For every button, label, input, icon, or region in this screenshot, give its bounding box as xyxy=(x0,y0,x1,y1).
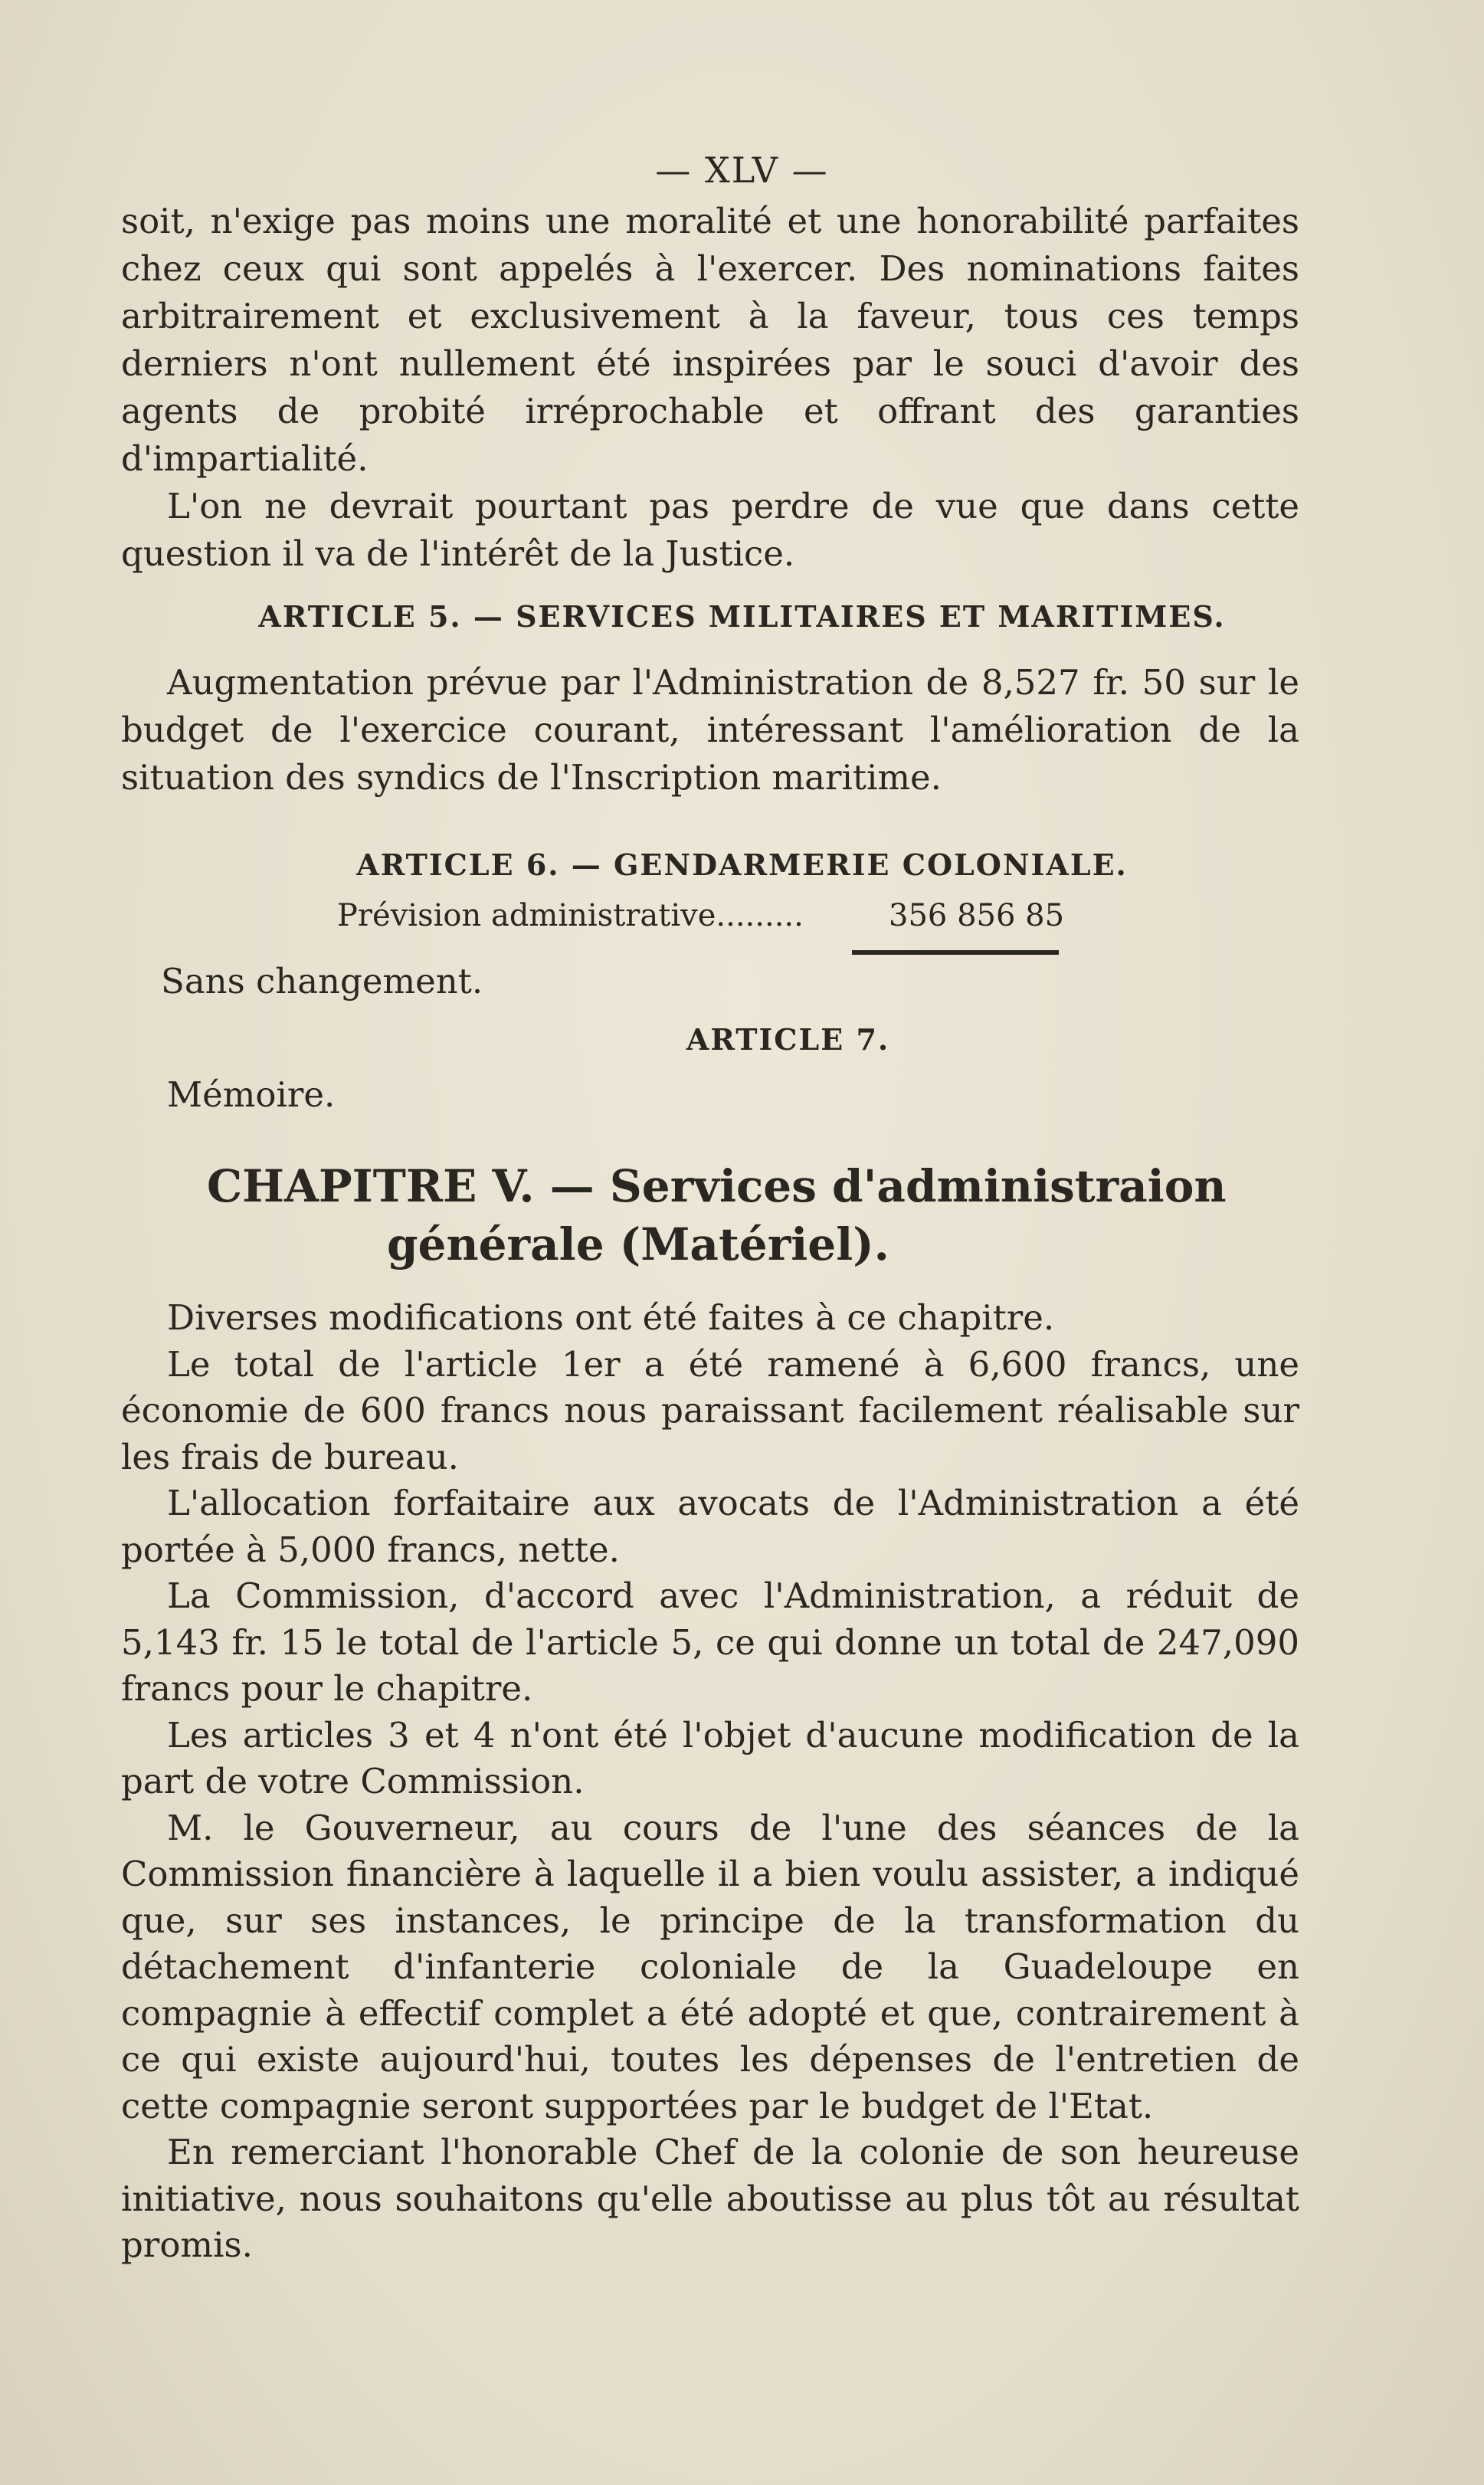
chapter-paragraph: Le total de l'article 1er a été ramené à 6,600 francs, une économie de 600 francs nous paraissant facilement réalisable sur les frais de bureau. xyxy=(121,1343,1299,1477)
chapter-paragraph: M. le Gouverneur, au cours de l'une des séances de la Commission financière à laquelle il a bien voulu assister, a indiqué que, sur ses instances, le principe de la transformation du détachement d'infanterie coloniale de la Guadeloupe en compagnie à effectif complet a été adopté et que, contrairement à ce qui existe aujourd'hui, toutes les dépenses de l'entretien de cette compagnie seront supportées par le budget de l'Etat. xyxy=(121,1807,1299,2126)
article-7-heading: ARTICLE 7. xyxy=(686,1022,890,1057)
page-number: — XLV — xyxy=(655,149,829,191)
article-7-text: Mémoire. xyxy=(167,1074,336,1115)
paragraph-2: L'on ne devrait pourtant pas perdre de vue que dans cette question il va de l'intérêt de la Justice. xyxy=(121,486,1299,574)
chapter-paragraph: L'allocation forfaitaire aux avocats de l'Administration a été portée à 5,000 francs, nette. xyxy=(121,1483,1299,1570)
chapter-heading-line-2: générale (Matériel). xyxy=(387,1218,889,1270)
article-5-heading: ARTICLE 5. — SERVICES MILITAIRES ET MARITIMES. xyxy=(258,599,1226,634)
chapter-paragraph: La Commission, d'accord avec l'Administration, a réduit de 5,143 fr. 15 le total de l'article 5, ce qui donne un total de 247,090 francs pour le chapitre. xyxy=(121,1575,1299,1709)
chapter-paragraph: Diverses modifications ont été faites à ce chapitre. xyxy=(167,1297,1055,1338)
article-6-heading: ARTICLE 6. — GENDARMERIE COLONIALE. xyxy=(356,847,1128,882)
total-rule xyxy=(852,950,1059,955)
article-5-text: Augmentation prévue par l'Administration de 8,527 fr. 50 sur le budget de l'exercice courant, intéressant l'amélioration de la situation des syndics de l'Inscription maritime. xyxy=(121,662,1299,798)
chapter-text-block xyxy=(121,1295,1299,2269)
chapter-paragraph: En remerciant l'honorable Chef de la colonie de son heureuse initiative, nous souhaitons qu'elle aboutisse au plus tôt au résultat promis. xyxy=(121,2132,1299,2265)
prevision-label: Prévision administrative......... xyxy=(337,898,804,933)
chapter-heading-line-1: CHAPITRE V. — Services d'administraion xyxy=(207,1160,1227,1212)
article-6-text: Sans changement. xyxy=(161,961,483,1002)
prevision-value: 356 856 85 xyxy=(889,898,1065,933)
article-5-block xyxy=(121,659,1299,802)
paragraph-1: soit, n'exige pas moins une moralité et une honorabilité parfaites chez ceux qui sont appelés à l'exercer. Des nominations faites arbitrairement et exclusivement à la faveur, tous ces temps derniers n'ont nullement été inspirées par le souci d'avoir des agents de probité irréprochable et offrant des garanties d'impartialité. xyxy=(121,201,1299,479)
chapter-paragraph: Les articles 3 et 4 n'ont été l'objet d'aucune modification de la part de votre Commission. xyxy=(121,1714,1299,1801)
chapter-heading xyxy=(207,1157,1318,1274)
opening-text-block xyxy=(121,198,1299,578)
